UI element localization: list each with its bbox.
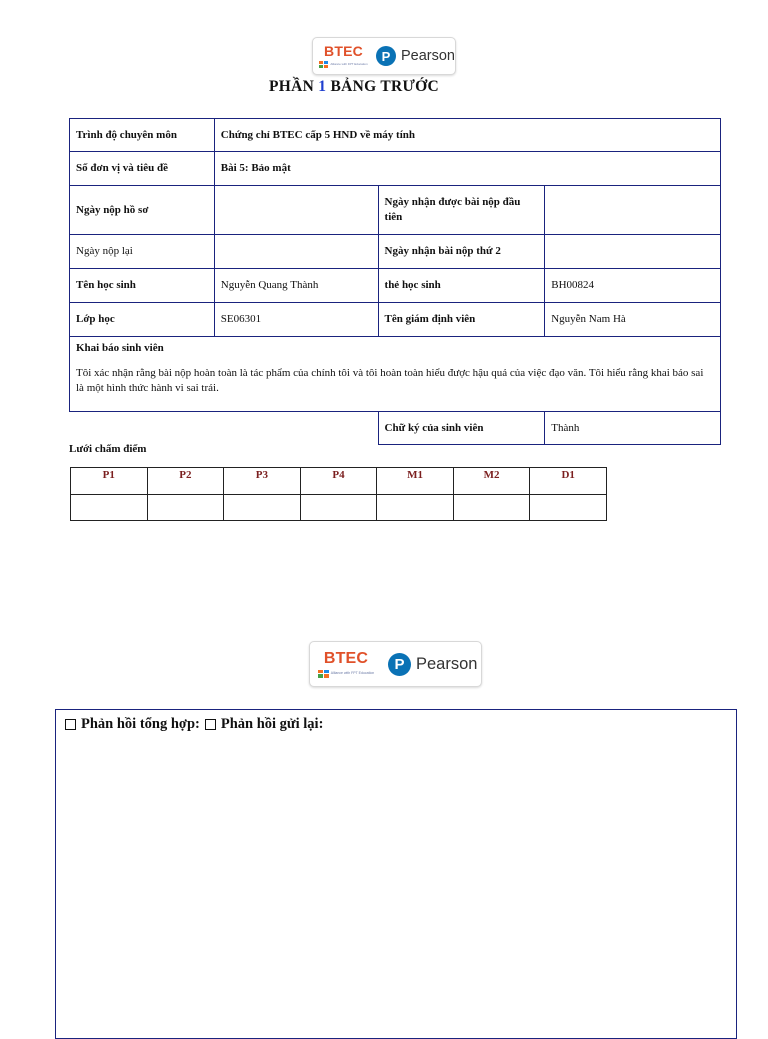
unit-value: Bài 5: Bảo mật — [214, 152, 720, 186]
grading-grid-label: Lưới chấm điểm — [69, 443, 147, 455]
table-row — [70, 152, 721, 186]
resubmission-date-label: Ngày nộp lại — [70, 235, 215, 269]
grade-header-p4: P4 — [300, 468, 377, 495]
signature-label: Chữ ký của sinh viên — [378, 412, 545, 445]
declaration-title: Khai báo sinh viên — [76, 342, 164, 354]
table-row — [70, 119, 721, 152]
table-row — [70, 303, 721, 337]
grade-header-m2: M2 — [453, 468, 530, 495]
qualification-label: Trình độ chuyên môn — [70, 119, 215, 152]
grade-cell-p2[interactable] — [147, 495, 224, 521]
signature-spacer — [70, 412, 379, 445]
assignment-info-table — [69, 118, 721, 445]
resubmission-feedback-label: Phản hồi gửi lại: — [220, 716, 324, 732]
fpt-icon — [319, 61, 328, 68]
grade-cell-p3[interactable] — [224, 495, 301, 521]
table-row — [70, 186, 721, 235]
table-row — [70, 337, 721, 412]
grade-header-p1: P1 — [71, 468, 148, 495]
student-id-value: BH00824 — [545, 269, 721, 303]
btec-logo-subtitle: Alliance with FPT Education — [319, 61, 367, 68]
grade-cell-p4[interactable] — [300, 495, 377, 521]
pearson-logo — [388, 653, 477, 676]
pearson-icon: P — [388, 653, 411, 676]
grade-header-d1: D1 — [530, 468, 607, 495]
grade-cell-p1[interactable] — [71, 495, 148, 521]
grade-header-p3: P3 — [224, 468, 301, 495]
student-id-label: thẻ học sinh — [378, 269, 545, 303]
grading-header-row — [71, 468, 607, 495]
btec-logo — [313, 44, 374, 68]
student-declaration — [70, 337, 721, 412]
summative-feedback-label: Phản hồi tổng hợp: — [81, 716, 200, 732]
table-row — [70, 235, 721, 269]
declaration-text: Tôi xác nhận rằng bài nộp hoàn toàn là tác phẩm của chính tôi và tôi hoàn toàn hiểu được hậu quả của việc đạo văn. Tôi hiểu rằng khai báo sai là một hình thức hành vi sai trái. — [76, 367, 704, 394]
pearson-icon: P — [376, 46, 396, 66]
btec-pearson-logo — [312, 37, 456, 75]
first-received-label: Ngày nhận được bài nộp đầu tiên — [378, 186, 545, 235]
assessor-value: Nguyễn Nam Hà — [545, 303, 721, 337]
grading-grid — [70, 467, 607, 521]
second-received-value[interactable] — [545, 235, 721, 269]
table-row — [70, 412, 721, 445]
btec-logo — [310, 651, 382, 678]
btec-pearson-logo-2 — [309, 641, 482, 687]
signature-value: Thành — [545, 412, 721, 445]
student-name-value: Nguyễn Quang Thành — [214, 269, 378, 303]
page-title: PHẦN 1 BẢNG TRƯỚC — [268, 78, 440, 95]
assessor-label: Tên giám định viên — [378, 303, 545, 337]
pearson-logo — [376, 46, 455, 66]
feedback-options — [65, 716, 323, 733]
btec-logo-text: BTEC — [323, 649, 369, 667]
resubmission-date-value[interactable] — [214, 235, 378, 269]
table-row — [70, 269, 721, 303]
class-value: SE06301 — [214, 303, 378, 337]
grade-cell-d1[interactable] — [530, 495, 607, 521]
pearson-logo-text: Pearson — [400, 48, 455, 64]
first-received-value[interactable] — [545, 186, 721, 235]
submission-date-value[interactable] — [214, 186, 378, 235]
second-received-label: Ngày nhận bài nộp thứ 2 — [378, 235, 545, 269]
fpt-icon — [318, 670, 329, 678]
grading-value-row — [71, 495, 607, 521]
grade-cell-m2[interactable] — [453, 495, 530, 521]
pearson-logo-text: Pearson — [416, 654, 478, 673]
student-name-label: Tên học sinh — [70, 269, 215, 303]
qualification-value: Chứng chỉ BTEC cấp 5 HND về máy tính — [214, 119, 720, 152]
class-label: Lớp học — [70, 303, 215, 337]
resubmission-feedback-checkbox[interactable] — [205, 719, 216, 730]
summative-feedback-checkbox[interactable] — [65, 719, 76, 730]
btec-logo-text: BTEC — [324, 43, 363, 59]
feedback-box[interactable] — [55, 709, 737, 1039]
btec-logo-subtitle: Alliance with FPT Education — [318, 670, 375, 678]
grade-header-p2: P2 — [147, 468, 224, 495]
submission-date-label: Ngày nộp hồ sơ — [70, 186, 215, 235]
grade-cell-m1[interactable] — [377, 495, 454, 521]
grade-header-m1: M1 — [377, 468, 454, 495]
unit-label: Số đơn vị và tiêu đề — [70, 152, 215, 186]
title-part-number: 1 — [318, 78, 327, 95]
